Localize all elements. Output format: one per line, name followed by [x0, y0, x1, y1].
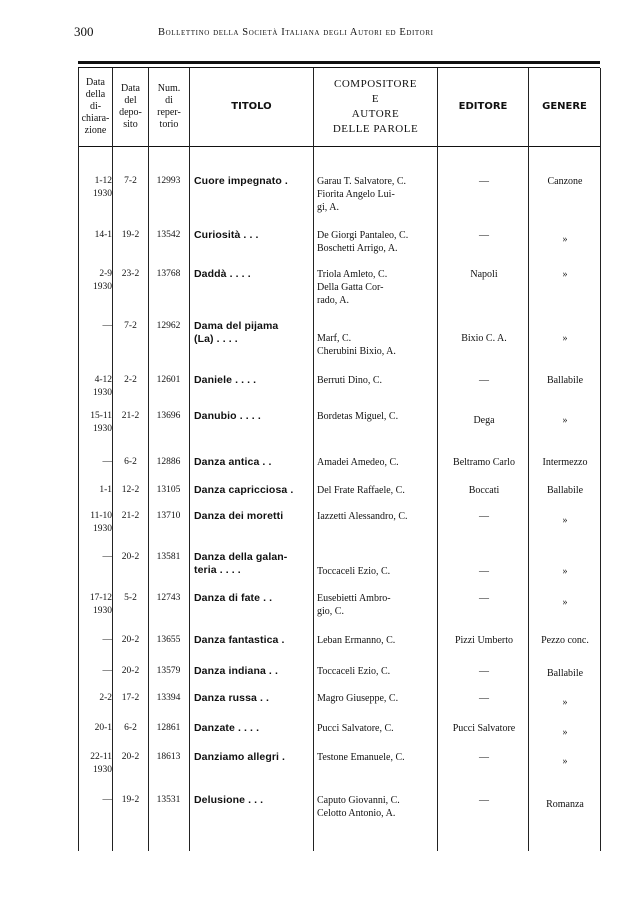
composer-author	[317, 722, 437, 735]
composer-author-line: Cherubini Bixio, A.	[317, 346, 396, 357]
composer-author	[317, 456, 437, 469]
composer-author-line: Toccaceli Ezio, C.	[317, 666, 391, 677]
declaration-date-line: 20-1	[94, 723, 112, 733]
top-rule-thick	[78, 61, 600, 64]
genre: »	[562, 756, 568, 767]
repertory-number: 13768	[156, 269, 181, 279]
declaration-date	[78, 722, 112, 735]
title-line: Danza fantastica .	[194, 634, 285, 646]
declaration-date-line: 1-12	[94, 176, 112, 186]
declaration-date-line: 4-12	[94, 375, 112, 385]
colhead-data-deposito	[113, 68, 148, 146]
declaration-date-line: 1930	[93, 524, 112, 534]
composer-author	[317, 410, 437, 423]
deposit-date: 20-2	[121, 752, 140, 762]
declaration-date	[78, 374, 112, 400]
title-line: Cuore impegnato .	[194, 175, 288, 187]
composer-author-line: Leban Ermanno, C.	[317, 635, 396, 646]
colhead-genere: GENERE	[542, 101, 587, 112]
title-line: Danzate . . . .	[194, 722, 260, 734]
composer-author	[317, 229, 437, 255]
declaration-date-line: —	[102, 635, 112, 645]
title	[194, 320, 312, 346]
title-line: Danziamo allegri .	[194, 751, 286, 763]
title-line: Danza capricciosa .	[194, 484, 294, 496]
declaration-date	[78, 751, 112, 777]
genre: »	[562, 515, 568, 526]
publisher: —	[479, 693, 489, 704]
genre: Ballabile	[546, 485, 584, 496]
composer-author	[317, 751, 437, 764]
composer-author-line: Caputo Giovanni, C.	[317, 795, 400, 806]
title	[194, 456, 312, 469]
colhead-line: COMPOSITORE	[334, 78, 417, 90]
repertory-number: 13581	[156, 552, 181, 562]
repertory-number: 13531	[156, 795, 181, 805]
declaration-date-line: 2-2	[99, 693, 112, 703]
publisher: Beltramo Carlo	[453, 457, 515, 468]
deposit-date: 12-2	[121, 485, 140, 495]
repertory-number: 13655	[156, 635, 181, 645]
colhead-line: torio	[159, 119, 179, 130]
composer-author	[317, 665, 437, 678]
title	[194, 751, 312, 764]
declaration-date	[78, 175, 112, 201]
repertory-number: 13579	[156, 666, 181, 676]
composer-author-line: Triola Amleto, C.	[317, 269, 388, 280]
composer-author-line: gi, A.	[317, 202, 339, 213]
composer-author	[317, 175, 437, 214]
composer-author-line: Toccaceli Ezio, C.	[317, 566, 391, 577]
title-line: Danza dei moretti	[194, 510, 284, 522]
genre: »	[562, 566, 568, 577]
colhead-editore: EDITORE	[458, 101, 508, 112]
declaration-date	[78, 692, 112, 705]
deposit-date: 20-2	[121, 666, 140, 676]
composer-author	[317, 592, 437, 618]
declaration-date-line: 15-11	[90, 411, 112, 421]
deposit-date: 6-2	[124, 723, 137, 733]
publisher: —	[479, 795, 489, 806]
declaration-date-line: —	[102, 321, 112, 331]
composer-author	[317, 634, 437, 647]
running-head: Bollettino della Società Italiana degli Autori ed Editori	[158, 27, 434, 38]
composer-author	[317, 268, 437, 307]
title	[194, 692, 312, 705]
colhead-data-dichiarazione	[79, 68, 112, 146]
publisher: —	[479, 511, 489, 522]
composer-author-line: Amadei Amedeo, C.	[317, 457, 399, 468]
header-bottom-rule	[78, 146, 600, 147]
title-line: Danza della galan-	[194, 551, 288, 563]
publisher: —	[479, 375, 489, 386]
title	[194, 722, 312, 735]
genre: »	[562, 269, 568, 280]
genre: »	[562, 727, 568, 738]
deposit-date: 19-2	[121, 230, 140, 240]
colhead-line: del	[124, 95, 137, 106]
title-line: Danubio . . . .	[194, 410, 261, 422]
composer-author-line: Bordetas Miguel, C.	[317, 411, 399, 422]
composer-author	[317, 794, 437, 820]
title	[194, 794, 312, 807]
genre: »	[562, 234, 568, 245]
repertory-number: 12743	[156, 593, 181, 603]
composer-author-line: Del Frate Raffaele, C.	[317, 485, 405, 496]
title	[194, 551, 312, 577]
publisher: —	[479, 230, 489, 241]
composer-author-line: Eusebietti Ambro-	[317, 593, 391, 604]
deposit-date: 23-2	[121, 269, 140, 279]
deposit-date: 20-2	[121, 635, 140, 645]
composer-author-line: Iazzetti Alessandro, C.	[317, 511, 408, 522]
colhead-line: Data	[86, 77, 105, 88]
colhead-num-repertorio	[149, 68, 189, 146]
declaration-date-line: —	[102, 795, 112, 805]
title-line: Danza antica . .	[194, 456, 272, 468]
publisher: —	[479, 566, 489, 577]
column-divider	[437, 68, 438, 851]
colhead-line: Data	[121, 83, 140, 94]
publisher: Boccati	[468, 485, 500, 496]
composer-author-line: Marf, C.	[317, 333, 352, 344]
genre: Romanza	[546, 799, 584, 810]
publisher: Bixio C. A.	[461, 333, 507, 344]
deposit-date: 20-2	[121, 552, 140, 562]
colhead-line: della	[85, 89, 106, 100]
composer-author-line: Fiorita Angelo Lui-	[317, 189, 395, 200]
declaration-date	[78, 794, 112, 807]
repertory-number: 13710	[156, 511, 181, 521]
column-divider	[313, 68, 314, 851]
deposit-date: 6-2	[124, 457, 137, 467]
title-line: Daddà . . . .	[194, 268, 251, 280]
declaration-date	[78, 410, 112, 436]
publisher: Dega	[473, 415, 495, 426]
colhead-line: DELLE PAROLE	[332, 123, 419, 135]
repertory-number: 12993	[156, 176, 181, 186]
publisher: Napoli	[470, 269, 498, 280]
title-line: Curiosità . . .	[194, 229, 259, 241]
publisher: —	[479, 752, 489, 763]
title-line: (La) . . . .	[194, 333, 238, 345]
declaration-date-line: 1930	[93, 606, 112, 616]
declaration-date-line: 1930	[93, 282, 112, 292]
declaration-date-line: 2-9	[99, 269, 112, 279]
genre: »	[562, 697, 568, 708]
composer-author-line: Boschetti Arrigo, A.	[317, 243, 398, 254]
title-line: Danza di fate . .	[194, 592, 273, 604]
composer-author	[317, 484, 437, 497]
title	[194, 665, 312, 678]
colhead-line: depo-	[119, 107, 142, 118]
composer-author-line: De Giorgi Pantaleo, C.	[317, 230, 409, 241]
column-divider	[189, 68, 190, 851]
declaration-date-line: 1930	[93, 765, 112, 775]
declaration-date	[78, 510, 112, 536]
declaration-date-line: 11-10	[90, 511, 112, 521]
composer-author	[317, 565, 437, 578]
deposit-date: 17-2	[121, 693, 140, 703]
deposit-date: 5-2	[124, 593, 137, 603]
title	[194, 592, 312, 605]
declaration-date-line: 1-1	[99, 485, 112, 495]
composer-author-line: rado, A.	[317, 295, 349, 306]
deposit-date: 7-2	[124, 176, 137, 186]
repertory-number: 18613	[156, 752, 181, 762]
colhead-line: sito	[123, 119, 138, 130]
composer-author	[317, 510, 437, 523]
declaration-date-line: 22-11	[90, 752, 112, 762]
deposit-date: 21-2	[121, 411, 140, 421]
declaration-date-line: 1930	[93, 388, 112, 398]
publisher: Pucci Salvatore	[452, 723, 516, 734]
publisher: —	[479, 666, 489, 677]
title	[194, 484, 312, 497]
declaration-date-line: 1930	[93, 424, 112, 434]
publisher: —	[479, 176, 489, 187]
title-line: teria . . . .	[194, 564, 241, 576]
repertory-number: 13696	[156, 411, 181, 421]
genre: Ballabile	[546, 668, 584, 679]
declaration-date	[78, 484, 112, 497]
composer-author-line: gio, C.	[317, 606, 344, 617]
colhead-compositore	[314, 68, 437, 146]
declaration-date	[78, 268, 112, 294]
composer-author	[317, 332, 437, 358]
column-divider	[600, 68, 601, 851]
declaration-date-line: —	[102, 457, 112, 467]
genre: Intermezzo	[542, 457, 588, 468]
publisher: —	[479, 593, 489, 604]
declaration-date-line: —	[102, 552, 112, 562]
page-number: 300	[74, 24, 94, 39]
genre: Canzone	[547, 176, 583, 187]
genre: »	[562, 415, 568, 426]
genre: »	[562, 333, 568, 344]
composer-author-line: Pucci Salvatore, C.	[317, 723, 394, 734]
title	[194, 634, 312, 647]
colhead-line: di-	[89, 101, 102, 112]
repertory-number: 12962	[156, 321, 181, 331]
repertory-number: 13394	[156, 693, 181, 703]
column-divider	[528, 68, 529, 851]
colhead-line: E	[371, 93, 380, 105]
composer-author-line: Garau T. Salvatore, C.	[317, 176, 407, 187]
repertory-number: 12886	[156, 457, 181, 467]
repertory-number: 12601	[156, 375, 181, 385]
deposit-date: 7-2	[124, 321, 137, 331]
repertory-number: 13542	[156, 230, 181, 240]
deposit-date: 2-2	[124, 375, 137, 385]
repertory-number: 12861	[156, 723, 181, 733]
declaration-date	[78, 634, 112, 647]
declaration-date	[78, 665, 112, 678]
composer-author-line: Berruti Dino, C.	[317, 375, 382, 386]
title-line: Danza indiana . .	[194, 665, 278, 677]
composer-author-line: Della Gatta Cor-	[317, 282, 384, 293]
deposit-date: 21-2	[121, 511, 140, 521]
title	[194, 229, 312, 242]
colhead-line: Num.	[157, 83, 181, 94]
title	[194, 374, 312, 387]
composer-author	[317, 374, 437, 387]
colhead-line: AUTORE	[351, 108, 400, 120]
colhead-line: chiara-	[81, 113, 110, 124]
title	[194, 268, 312, 281]
title	[194, 410, 312, 423]
composer-author-line: Testone Emanuele, C.	[317, 752, 405, 763]
declaration-date	[78, 592, 112, 618]
title-line: Daniele . . . .	[194, 374, 257, 386]
title-line: Delusione . . .	[194, 794, 264, 806]
composer-author-line: Magro Giuseppe, C.	[317, 693, 399, 704]
deposit-date: 19-2	[121, 795, 140, 805]
colhead-line: zione	[84, 125, 107, 136]
declaration-date	[78, 456, 112, 469]
declaration-date-line: 1930	[93, 189, 112, 199]
genre: Pezzo conc.	[541, 635, 589, 646]
title-line: Danza russa . .	[194, 692, 270, 704]
declaration-date	[78, 229, 112, 242]
colhead-titolo: TITOLO	[231, 101, 272, 112]
colhead-line: reper-	[157, 107, 181, 118]
declaration-date	[78, 320, 112, 333]
declaration-date	[78, 551, 112, 564]
title	[194, 175, 312, 188]
repertory-number: 13105	[156, 485, 181, 495]
composer-author	[317, 692, 437, 705]
genre: Ballabile	[546, 375, 584, 386]
declaration-date-line: 17-12	[89, 593, 112, 603]
declaration-date-line: 14-1	[94, 230, 112, 240]
genre: »	[562, 597, 568, 608]
title	[194, 510, 312, 523]
colhead-line: di	[165, 95, 173, 106]
declaration-date-line: —	[102, 666, 112, 676]
publisher: Pizzi Umberto	[454, 635, 514, 646]
title-line: Dama del pijama	[194, 320, 279, 332]
composer-author-line: Celotto Antonio, A.	[317, 808, 396, 819]
